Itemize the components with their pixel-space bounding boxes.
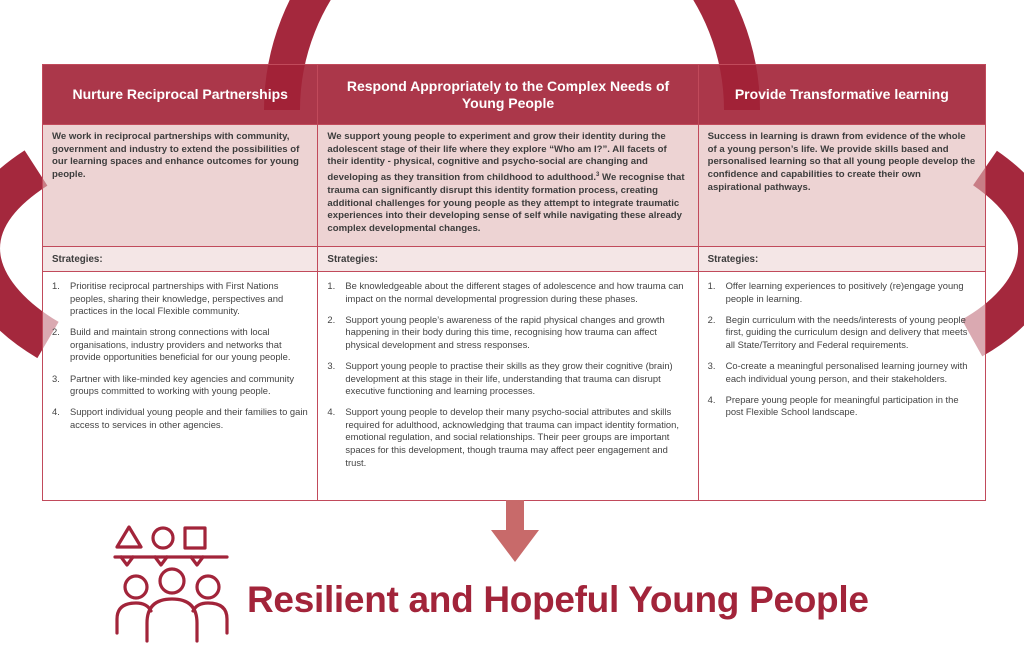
young-people-icon [111, 523, 233, 645]
strategies-body [43, 272, 317, 500]
strategy-item [52, 280, 309, 318]
strategy-item [708, 280, 977, 305]
strategy-item [327, 280, 689, 305]
strategies-list [708, 280, 977, 419]
strategies-body [318, 272, 697, 500]
strategy-text: Build and maintain strong connections with local organisations, industry providers and networks that provide opportunities beneficial for our young people. [70, 326, 291, 363]
strategy-number: 2. [707, 313, 716, 325]
strategy-item [708, 314, 977, 352]
strategy-item [327, 360, 689, 398]
strategy-number: 4. [327, 406, 336, 418]
strategies-label: Strategies: [318, 246, 697, 272]
strategy-text: Offer learning experiences to positively (re)engage young people in learning. [725, 280, 964, 304]
strategy-item [327, 406, 689, 469]
strategy-item [52, 406, 309, 431]
outcome-title: Resilient and Hopeful Young People [247, 579, 869, 620]
strategies-list [52, 280, 309, 431]
strategy-text: Support young people to practise their skills as they grow their cognitive (brain) development at this stage in their life, understanding that trauma can disrupt executive functioning and learning processes. [345, 359, 673, 397]
column-intro: We work in reciprocal partnerships with community, government and industry to extend the possibilities of our learning spaces and enhance outcomes for young people. [43, 124, 317, 246]
strategy-text: Prioritise reciprocal partnerships with First Nations peoples, sharing their knowledge, perspectives and practices in the local Flexible community. [70, 280, 284, 317]
framework-table [42, 64, 986, 501]
strategies-body [699, 272, 985, 500]
strategy-number: 1. [327, 280, 336, 291]
strategy-item [327, 314, 689, 352]
strategy-text: Co-create a meaningful personalised learning journey with each individual young person, and their stakeholders. [725, 359, 968, 384]
strategy-item [708, 360, 977, 385]
intro-text: We support young people to experiment and grow their identity during the adolescent stage of their life where they explore “Who am I?”. All facets of their identity - physical, cognitive and psycho-social are changing and developing as they transition from childhood to adulthood. [327, 131, 667, 184]
strategy-text: Begin curriculum with the needs/interests of young people first, guiding the curriculum design and delivery that meets all State/Territory and Federal requirements. [725, 313, 968, 350]
column-title: Respond Appropriately to the Complex Needs of Young People [318, 65, 697, 124]
column-title: Nurture Reciprocal Partnerships [43, 65, 317, 124]
strategy-text: Support individual young people and their families to gain access to services in other agencies. [70, 406, 308, 430]
strategy-text: Support young people’s awareness of the rapid physical changes and growth happening in their body during this time, recognising how trauma can affect physical development and stress responses. [345, 313, 665, 350]
strategy-number: 3. [707, 359, 716, 371]
strategies-label: Strategies: [699, 246, 985, 272]
column-transformative-learning [698, 65, 985, 500]
strategy-item [52, 373, 309, 398]
column-title: Provide Transformative learning [699, 65, 985, 124]
column-intro [318, 124, 697, 246]
strategies-list [327, 280, 689, 469]
strategy-number: 2. [327, 313, 336, 325]
strategy-number: 4. [707, 393, 716, 405]
strategies-label: Strategies: [43, 246, 317, 272]
footnote-marker: 3 [596, 172, 600, 179]
column-respond-complex-needs [317, 65, 697, 500]
strategy-item [708, 394, 977, 419]
strategy-text: Prepare young people for meaningful participation in the post Flexible School landscape. [725, 393, 959, 418]
strategy-item [52, 326, 309, 364]
intro-text-cont: We recognise that trauma can significantly disrupt this identity formation process, creating additional challenges for young people as they attempt to integrate traumatic experiences into their developing sense of self while navigating these already complex developmental changes. [327, 172, 685, 235]
strategy-number: 3. [52, 372, 60, 384]
strategy-number: 1. [707, 280, 716, 291]
strategy-number: 1. [52, 280, 60, 291]
column-nurture-partnerships [43, 65, 317, 500]
strategy-text: Be knowledgeable about the different stages of adolescence and how trauma can impact on the normal developmental progression during these phases. [345, 280, 684, 304]
down-arrow-icon [489, 500, 541, 564]
column-intro: Success in learning is drawn from evidence of the whole of a young person’s life. We provide skills based and personalised learning so that all young people develop the confidence and capabilities to create their own aspirational pathways. [699, 124, 985, 246]
strategy-text: Support young people to develop their many psycho-social attributes and skills required for adulthood, acknowledging that trauma can impact identity formation, emotional regulation, and social relationships. Their peer groups are important spaces for this development, though trauma may affect peer engagement and trust. [345, 406, 679, 468]
strategy-number: 2. [52, 326, 60, 338]
strategy-number: 4. [52, 406, 60, 418]
strategy-text: Partner with like-minded key agencies and community groups committed to working with young people. [70, 372, 295, 397]
strategy-number: 3. [327, 359, 336, 371]
